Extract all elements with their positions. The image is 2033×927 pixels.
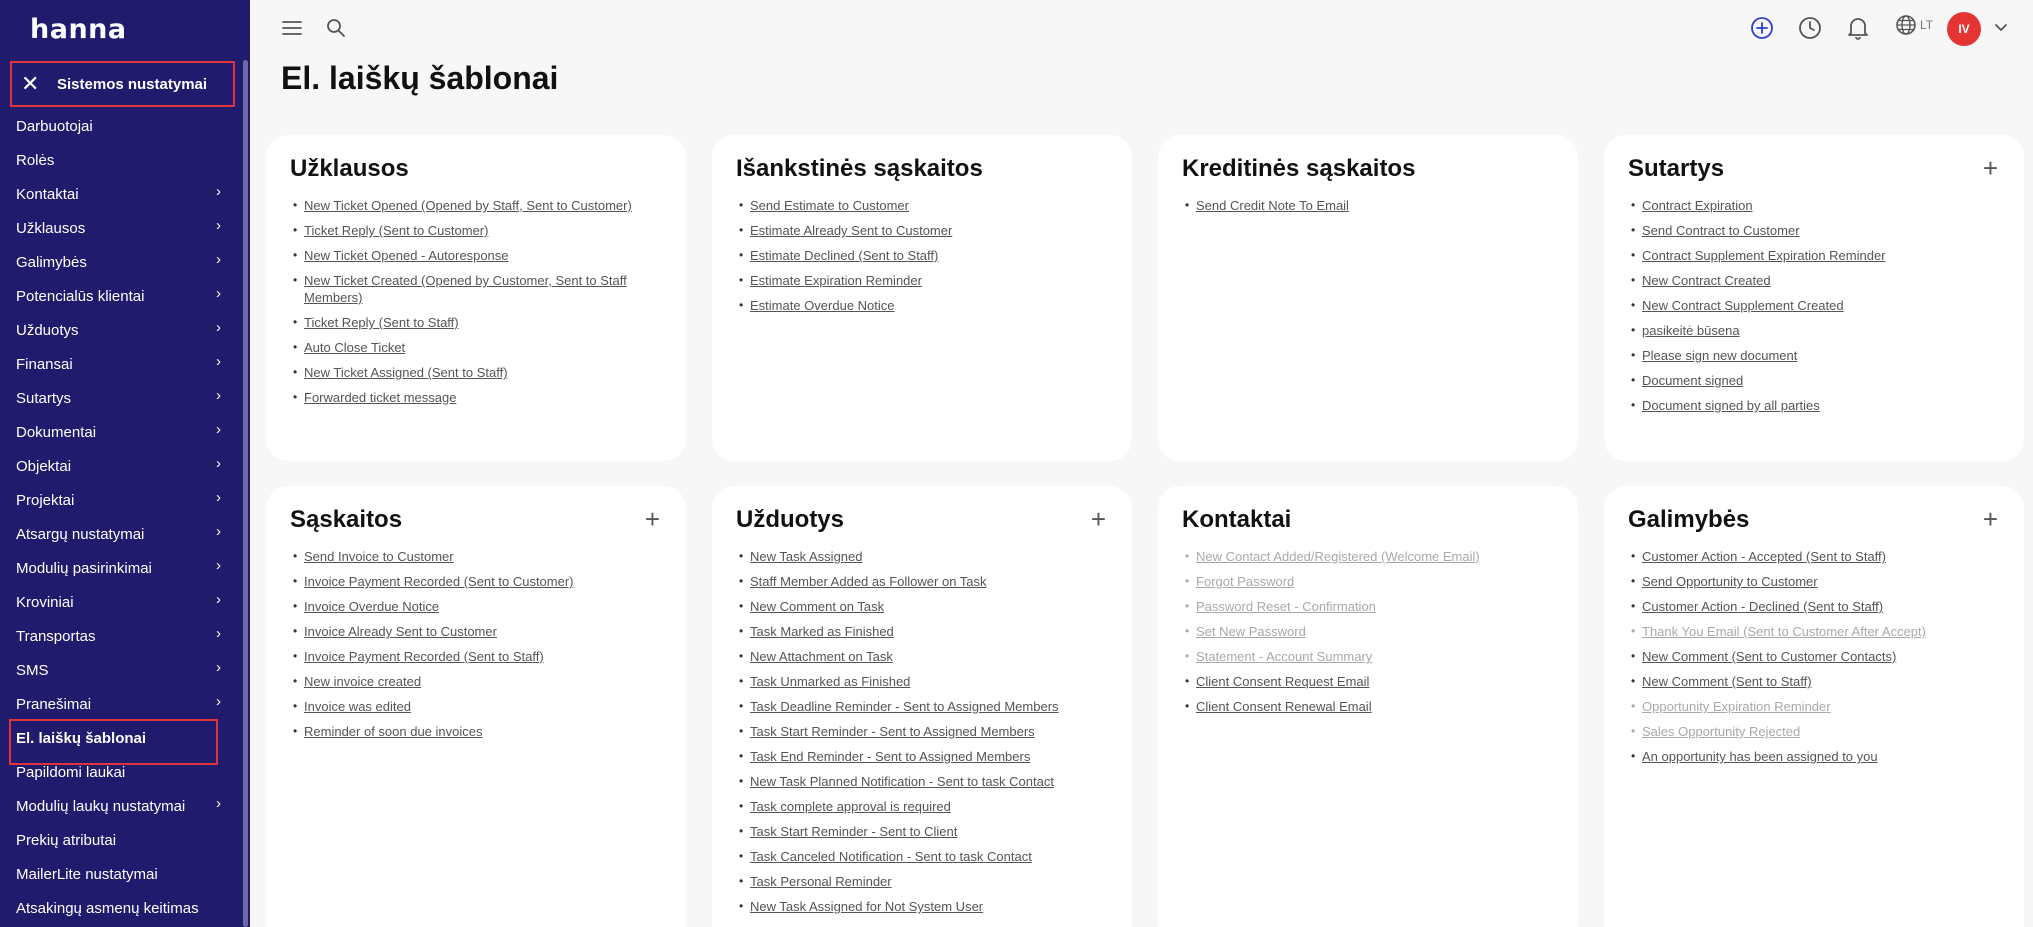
template-link[interactable]: New Ticket Opened (Opened by Staff, Sent to Customer) <box>304 198 632 213</box>
list-item <box>304 222 662 239</box>
list-item <box>1642 723 2000 740</box>
list-item <box>750 673 1108 690</box>
chevron-right-icon: › <box>216 250 221 268</box>
list-item <box>750 247 1108 264</box>
sidebar-item-label: Potencialūs klientai <box>16 287 145 305</box>
language-code: LT <box>1920 18 1934 32</box>
sidebar-item-label: Kontaktai <box>16 185 79 203</box>
template-link[interactable]: Task complete approval is required <box>750 799 951 814</box>
template-link[interactable]: New Task Assigned <box>750 549 863 564</box>
sidebar-item[interactable] <box>0 687 243 721</box>
sidebar-item-label: Atsargų nustatymai <box>16 525 145 543</box>
template-card <box>266 135 686 461</box>
template-list <box>1182 548 1554 715</box>
template-list <box>736 197 1108 314</box>
list-item <box>750 623 1108 640</box>
sidebar-item-label: Užklausos <box>16 219 86 237</box>
sidebar-item[interactable] <box>0 517 243 551</box>
list-item <box>1642 197 2000 214</box>
sidebar-item[interactable] <box>0 109 243 143</box>
template-link[interactable]: Invoice Payment Recorded (Sent to Staff) <box>304 649 544 664</box>
chevron-right-icon: › <box>216 318 221 336</box>
template-link[interactable]: Send Opportunity to Customer <box>1642 574 1818 589</box>
sidebar-item[interactable] <box>0 381 243 415</box>
list-item <box>304 364 662 381</box>
template-link[interactable]: Task End Reminder - Sent to Assigned Members <box>750 749 1031 764</box>
list-item <box>1642 673 2000 690</box>
template-link[interactable]: Send Contract to Customer <box>1642 223 1800 238</box>
list-item <box>750 748 1108 765</box>
sidebar-item-label: Projektai <box>16 491 75 509</box>
chevron-right-icon: › <box>216 692 221 710</box>
list-item <box>304 648 662 665</box>
list-item <box>1196 548 1554 565</box>
list-item <box>750 297 1108 314</box>
sidebar-item-label: Transportas <box>16 627 96 645</box>
sidebar-item-label: Pranešimai <box>16 695 92 713</box>
bell-icon[interactable] <box>1844 14 1872 42</box>
template-card <box>1158 135 1578 461</box>
list-item <box>750 873 1108 890</box>
chevron-right-icon: › <box>216 522 221 540</box>
sidebar-item[interactable] <box>0 449 243 483</box>
sidebar-item[interactable] <box>0 177 243 211</box>
clock-icon[interactable] <box>1796 14 1824 42</box>
template-card <box>266 486 686 927</box>
template-link[interactable]: Staff Member Added as Follower on Task <box>750 574 987 589</box>
sidebar-item[interactable] <box>0 415 243 449</box>
list-item <box>1642 247 2000 264</box>
list-item <box>304 623 662 640</box>
list-item <box>750 222 1108 239</box>
sidebar-item-label: Papildomi laukai <box>16 763 126 781</box>
sidebar-item-label: Kroviniai <box>16 593 74 611</box>
template-card <box>712 486 1132 927</box>
template-link[interactable]: New Attachment on Task <box>750 649 893 664</box>
list-item <box>304 389 662 406</box>
list-item <box>750 823 1108 840</box>
template-link[interactable]: New Ticket Created (Opened by Customer, Sent to Staff Members) <box>304 273 627 305</box>
template-link[interactable]: Ticket Reply (Sent to Staff) <box>304 315 459 330</box>
template-link[interactable]: Estimate Expiration Reminder <box>750 273 922 288</box>
sidebar <box>0 0 250 927</box>
card-title: Sutartys <box>1628 155 1725 182</box>
list-item <box>304 698 662 715</box>
list-item <box>1196 673 1554 690</box>
list-item <box>1642 222 2000 239</box>
template-link[interactable]: New Contact Added/Registered (Welcome Email) <box>1196 549 1480 564</box>
template-card <box>1604 486 2024 927</box>
template-link[interactable]: Auto Close Ticket <box>304 340 406 355</box>
chevron-right-icon: › <box>216 488 221 506</box>
chevron-right-icon: › <box>216 216 221 234</box>
add-template-icon[interactable]: + <box>644 504 660 534</box>
template-link[interactable]: Sales Opportunity Rejected <box>1642 724 1801 739</box>
card-title: Kontaktai <box>1182 506 1292 533</box>
template-link[interactable]: Contract Supplement Expiration Reminder <box>1642 248 1886 263</box>
template-link[interactable]: Estimate Already Sent to Customer <box>750 223 953 238</box>
template-link[interactable]: Reminder of soon due invoices <box>304 724 483 739</box>
sidebar-item-label: Darbuotojai <box>16 117 93 135</box>
template-card <box>1604 135 2024 461</box>
list-item <box>1642 573 2000 590</box>
template-link[interactable]: New Ticket Opened - Autoresponse <box>304 248 509 263</box>
sidebar-item-label: El. laiškų šablonai <box>16 729 147 747</box>
list-item <box>1642 272 2000 289</box>
sidebar-item[interactable] <box>0 891 243 925</box>
list-item <box>1642 548 2000 565</box>
list-item <box>750 548 1108 565</box>
menu-icon[interactable] <box>278 14 306 42</box>
sidebar-scrollbar[interactable] <box>243 60 248 927</box>
sidebar-item-label: Modulių pasirinkimai <box>16 559 152 577</box>
template-link[interactable]: Customer Action - Accepted (Sent to Staff) <box>1642 549 1886 564</box>
sidebar-item[interactable] <box>0 653 243 687</box>
sidebar-item[interactable] <box>0 551 243 585</box>
template-link[interactable]: New Contract Created <box>1642 273 1771 288</box>
template-link[interactable]: New Ticket Assigned (Sent to Staff) <box>304 365 508 380</box>
list-item <box>304 314 662 331</box>
template-link[interactable]: New Task Planned Notification - Sent to task Contact <box>750 774 1054 789</box>
add-template-icon[interactable]: + <box>1090 504 1106 534</box>
sidebar-item[interactable] <box>0 211 243 245</box>
card-title: Sąskaitos <box>290 506 403 533</box>
list-item <box>1642 397 2000 414</box>
sidebar-item[interactable] <box>0 823 243 857</box>
topbar <box>250 0 2033 58</box>
sidebar-item[interactable] <box>0 857 243 891</box>
sidebar-item-label: MailerLite nustatymai <box>16 865 158 883</box>
sidebar-item-label: Objektai <box>16 457 72 475</box>
list-item <box>750 197 1108 214</box>
card-title: Galimybės <box>1628 506 1750 533</box>
chevron-right-icon: › <box>216 624 221 642</box>
list-item <box>1642 623 2000 640</box>
template-link[interactable]: Estimate Declined (Sent to Staff) <box>750 248 939 263</box>
template-link[interactable]: Statement - Account Summary <box>1196 649 1373 664</box>
list-item <box>750 272 1108 289</box>
template-link[interactable]: Invoice Payment Recorded (Sent to Customer) <box>304 574 574 589</box>
globe-icon <box>1895 14 1917 36</box>
template-card <box>712 135 1132 461</box>
sidebar-item-label: Prekių atributai <box>16 831 117 849</box>
system-settings-title: Sistemos nustatymai <box>57 75 208 93</box>
sidebar-item[interactable] <box>0 483 243 517</box>
chevron-right-icon: › <box>216 590 221 608</box>
list-item <box>750 698 1108 715</box>
list-item <box>1196 623 1554 640</box>
sidebar-item-label: Finansai <box>16 355 73 373</box>
chevron-right-icon: › <box>216 454 221 472</box>
list-item <box>304 272 662 306</box>
chevron-right-icon: › <box>216 420 221 438</box>
template-card <box>1158 486 1578 927</box>
chevron-right-icon: › <box>216 352 221 370</box>
hanna-logo[interactable]: hanna <box>30 14 127 45</box>
add-new-icon[interactable] <box>1748 14 1776 42</box>
sidebar-item[interactable] <box>0 347 243 381</box>
list-item <box>304 573 662 590</box>
sidebar-item[interactable] <box>0 721 243 755</box>
template-link[interactable]: Document signed by all parties <box>1642 398 1820 413</box>
list-item <box>1196 698 1554 715</box>
sidebar-item-label: Galimybės <box>16 253 87 271</box>
sidebar-item[interactable] <box>0 279 243 313</box>
chevron-right-icon: › <box>216 794 221 812</box>
list-item <box>1642 347 2000 364</box>
list-item <box>304 598 662 615</box>
template-list <box>1182 197 1554 214</box>
template-link[interactable]: New Comment (Sent to Customer Contacts) <box>1642 649 1897 664</box>
list-item <box>304 673 662 690</box>
list-item <box>750 798 1108 815</box>
template-link[interactable]: Task Marked as Finished <box>750 624 894 639</box>
chevron-right-icon: › <box>216 284 221 302</box>
sidebar-item-label: Modulių laukų nustatymai <box>16 797 186 815</box>
template-link[interactable]: An opportunity has been assigned to you <box>1642 749 1878 764</box>
template-link[interactable]: New Contract Supplement Created <box>1642 298 1844 313</box>
sidebar-item[interactable] <box>0 143 243 177</box>
sidebar-item-label: Atsakingų asmenų keitimas <box>16 899 199 917</box>
template-link[interactable]: Task Start Reminder - Sent to Assigned Members <box>750 724 1035 739</box>
template-link[interactable]: Task Personal Reminder <box>750 874 892 889</box>
template-link[interactable]: Forwarded ticket message <box>304 390 457 405</box>
sidebar-item[interactable] <box>0 789 243 823</box>
chevron-down-icon[interactable] <box>1987 14 2015 42</box>
template-link[interactable]: New invoice created <box>304 674 422 689</box>
list-item <box>750 773 1108 790</box>
sidebar-item-label: Rolės <box>16 151 55 169</box>
template-link[interactable]: Task Deadline Reminder - Sent to Assigned Members <box>750 699 1059 714</box>
template-link[interactable]: Send Invoice to Customer <box>304 549 454 564</box>
list-item <box>1196 197 1554 214</box>
list-item <box>750 723 1108 740</box>
sidebar-item-label: Užduotys <box>16 321 79 339</box>
chevron-right-icon: › <box>216 658 221 676</box>
list-item <box>1642 648 2000 665</box>
template-link[interactable]: Please sign new document <box>1642 348 1798 363</box>
template-link[interactable]: Invoice Already Sent to Customer <box>304 624 497 639</box>
chevron-right-icon: › <box>216 556 221 574</box>
list-item <box>304 197 662 214</box>
list-item <box>304 247 662 264</box>
template-link[interactable]: Task Unmarked as Finished <box>750 674 911 689</box>
list-item <box>1196 598 1554 615</box>
list-item <box>750 648 1108 665</box>
template-link[interactable]: Client Consent Renewal Email <box>1196 699 1372 714</box>
template-link[interactable]: Forgot Password <box>1196 574 1295 589</box>
sidebar-item-label: SMS <box>16 661 49 679</box>
list-item <box>1642 372 2000 389</box>
template-list <box>1628 548 2000 765</box>
list-item <box>1642 297 2000 314</box>
list-item <box>1196 648 1554 665</box>
template-link[interactable]: New Task Assigned for Not System User <box>750 899 984 914</box>
user-avatar[interactable]: IV <box>1947 12 1981 46</box>
sidebar-item[interactable] <box>0 619 243 653</box>
close-icon[interactable]: ✕ <box>21 71 40 96</box>
template-link[interactable]: New Comment (Sent to Staff) <box>1642 674 1812 689</box>
sidebar-nav <box>0 109 243 925</box>
template-link[interactable]: Document signed <box>1642 373 1744 388</box>
template-link[interactable]: Contract Expiration <box>1642 198 1753 213</box>
template-link[interactable]: New Comment on Task <box>750 599 885 614</box>
card-title: Išankstinės sąskaitos <box>736 155 983 182</box>
template-link[interactable]: Send Estimate to Customer <box>750 198 909 213</box>
template-link[interactable]: Task Start Reminder - Sent to Client <box>750 824 958 839</box>
template-link[interactable]: Task Canceled Notification - Sent to task Contact <box>750 849 1032 864</box>
template-list <box>736 548 1108 915</box>
template-link[interactable]: Invoice Overdue Notice <box>304 599 440 614</box>
system-settings-header[interactable] <box>10 61 235 107</box>
template-list <box>290 548 662 740</box>
sidebar-item-label: Dokumentai <box>16 423 97 441</box>
list-item <box>304 339 662 356</box>
card-title: Užklausos <box>290 155 409 182</box>
list-item <box>1642 748 2000 765</box>
list-item <box>750 573 1108 590</box>
list-item <box>750 898 1108 915</box>
sidebar-item[interactable] <box>0 313 243 347</box>
chevron-right-icon: › <box>216 386 221 404</box>
list-item <box>750 598 1108 615</box>
list-item <box>1642 698 2000 715</box>
template-link[interactable]: pasikeitė būsena <box>1642 323 1740 338</box>
page-title: El. laiškų šablonai <box>281 60 559 96</box>
template-link[interactable]: Client Consent Request Email <box>1196 674 1370 689</box>
list-item <box>1642 322 2000 339</box>
template-link[interactable]: Customer Action - Declined (Sent to Staff) <box>1642 599 1884 614</box>
search-icon[interactable] <box>322 14 350 42</box>
template-list <box>1628 197 2000 414</box>
list-item <box>1642 598 2000 615</box>
list-item <box>750 848 1108 865</box>
sidebar-item[interactable] <box>0 755 243 789</box>
card-title: Kreditinės sąskaitos <box>1182 155 1416 182</box>
template-link[interactable]: Password Reset - Confirmation <box>1196 599 1376 614</box>
template-link[interactable]: Thank You Email (Sent to Customer After Accept) <box>1642 624 1926 639</box>
template-link[interactable]: Estimate Overdue Notice <box>750 298 895 313</box>
sidebar-item[interactable] <box>0 585 243 619</box>
add-template-icon[interactable]: + <box>1982 153 1998 183</box>
chevron-right-icon: › <box>216 182 221 200</box>
template-link[interactable]: Invoice was edited <box>304 699 411 714</box>
template-link[interactable]: Set New Password <box>1196 624 1306 639</box>
template-link[interactable]: Send Credit Note To Email <box>1196 198 1349 213</box>
list-item <box>304 548 662 565</box>
template-link[interactable]: Opportunity Expiration Reminder <box>1642 699 1831 714</box>
template-link[interactable]: Ticket Reply (Sent to Customer) <box>304 223 489 238</box>
template-list <box>290 197 662 406</box>
card-title: Užduotys <box>736 506 844 533</box>
sidebar-item[interactable] <box>0 245 243 279</box>
add-template-icon[interactable]: + <box>1982 504 1998 534</box>
sidebar-item-label: Sutartys <box>16 389 72 407</box>
language-selector[interactable] <box>1895 14 1933 36</box>
list-item <box>304 723 662 740</box>
list-item <box>1196 573 1554 590</box>
